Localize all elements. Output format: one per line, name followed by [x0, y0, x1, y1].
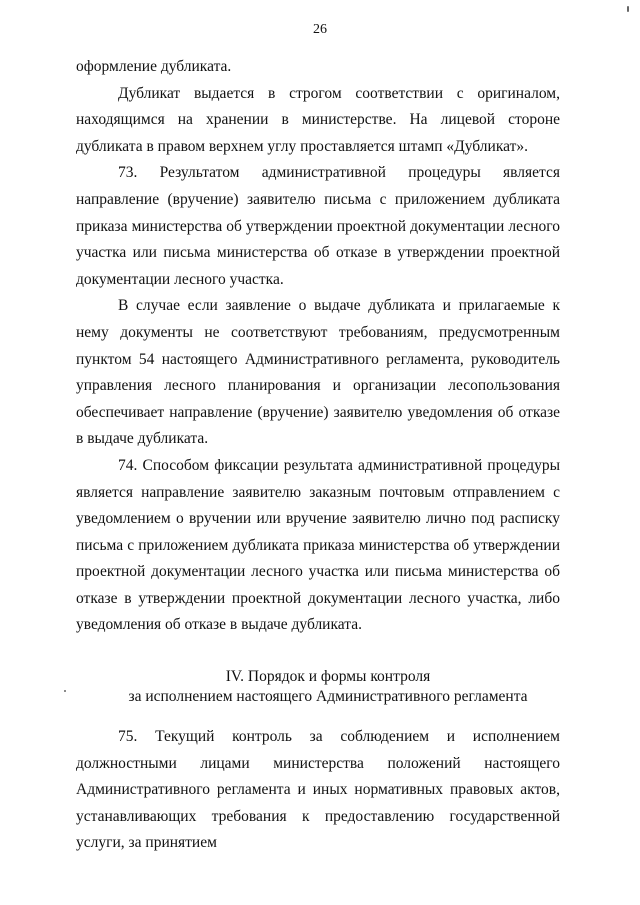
- section-heading-line-1: IV. Порядок и формы контроля: [225, 668, 431, 685]
- body-text-top: [76, 54, 560, 639]
- page-number: 26: [313, 22, 327, 37]
- paragraph-continuation: оформление дубликата.: [76, 58, 232, 75]
- section-heading: [76, 667, 580, 707]
- paragraph-75: 75. Текущий контроль за соблюдением и исполнением должностными лицами министерства положений настоящего Административного регламента и иных нормативных правовых актов, устанавливающих требования к предоставлению государственной услуги, за принятием: [76, 728, 560, 852]
- paragraph-refusal-case: В случае если заявление о выдаче дубликата и прилагаемые к нему документы не соответствуют требованиям, предусмотренным пунктом 54 настоящего Административного регламента, руководитель управления лесного планирования и организации лесопользования обеспечивает направление (вручение) заявителю уведомления об отказе в выдаче дубликата.: [76, 297, 560, 448]
- scan-speck: [64, 690, 66, 692]
- paragraph-74: 74. Способом фиксации результата административной процедуры является направление заявителю заказным почтовым отправлением с уведомлением о вручении или вручение заявителю лично под расписку письма с приложением дубликата приказа министерства об утверждении проектной документации лесного участка или письма министерства об отказе в утверждении проектной документации лесного участка, либо уведомления об отказе в выдаче дубликата.: [76, 456, 560, 634]
- section-heading-line-2: за исполнением настоящего Административного регламента: [128, 688, 528, 705]
- body-text-bottom: [76, 724, 560, 857]
- paragraph-73: 73. Результатом административной процедуры является направление (вручение) заявителю письма с приложением дубликата приказа министерства об утверждении проектной документации лесного участка или письма министерства об отказе в утверждении проектной документации лесного участка.: [76, 164, 560, 288]
- scan-speck: [627, 6, 629, 12]
- paragraph-duplicate-issuance: Дубликат выдается в строгом соответствии с оригиналом, находящимся на хранении в министерстве. На лицевой стороне дубликата в правом верхнем углу проставляется штамп «Дубликат».: [76, 84, 560, 155]
